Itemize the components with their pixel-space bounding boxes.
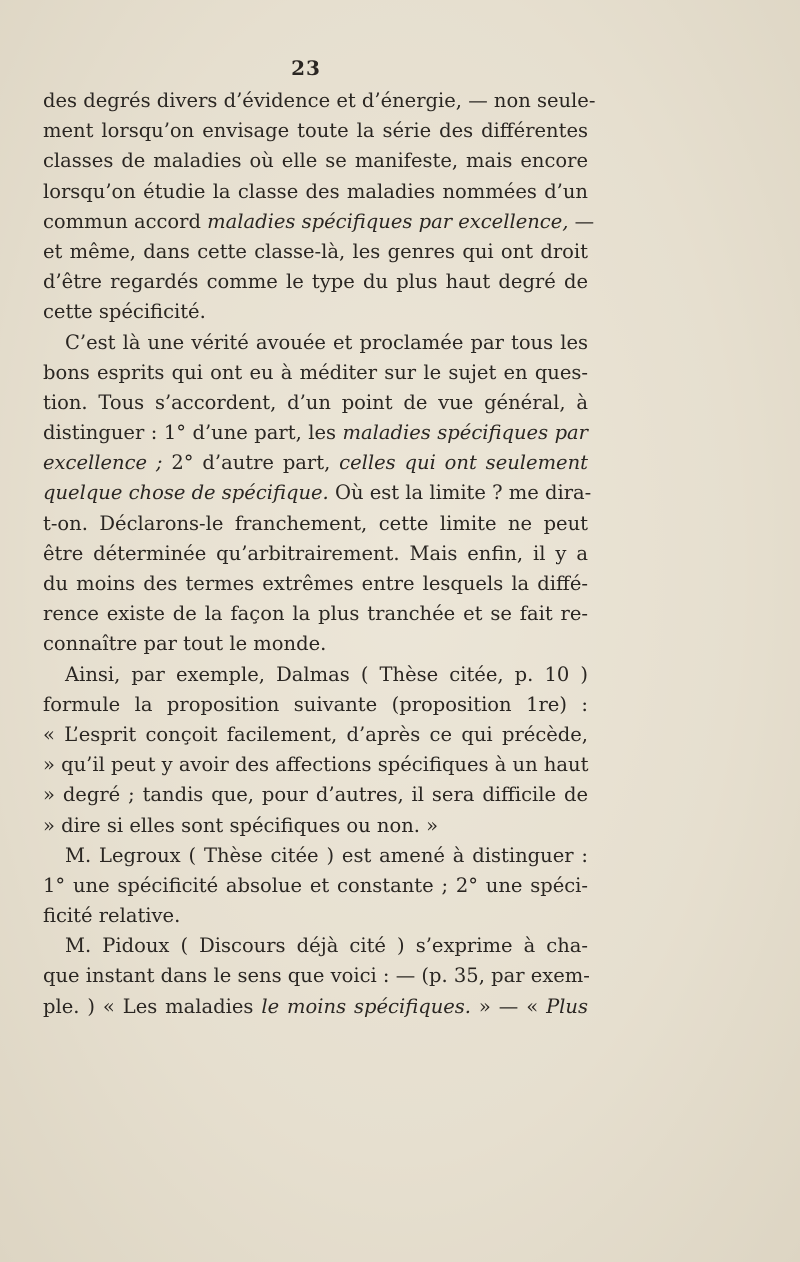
text-segment: que instant dans le sens que voici : — (p. 35, par exem- [43,964,590,988]
text-line [43,811,588,841]
text-segment: être déterminée qu’arbitrairement. Mais enfin, il y a [43,541,588,565]
text-line [43,297,588,327]
text-line [43,690,588,720]
text-segment: Ainsi, par exemple, Dalmas ( Thèse citée, p. 10 ) [65,662,588,686]
text-segment: tion. Tous s’accordent, d’un point de vue général, à [43,390,588,414]
text-segment: rence existe de la façon la plus tranchée et se fait re- [43,602,588,626]
text-line [43,539,588,569]
text-segment: et même, dans cette classe-là, les genres qui ont droit [43,239,588,263]
text-segment: classes de maladies où elle se manifeste, mais encore [43,149,588,173]
text-line [43,961,588,991]
text-line [43,116,588,146]
text-segment: connaître par tout le monde. [43,632,327,656]
text-line [43,931,588,961]
text-segment: cette spécificité. [43,300,206,324]
text-segment: des degrés divers d’évidence et d’énergie, — non seule- [43,89,596,112]
text-line [43,780,588,810]
text-segment: d’être regardés comme le type du plus haut degré de [43,270,588,294]
text-segment: formule la proposition suivante (proposition 1re) : [43,692,588,716]
text-segment: » degré ; tandis que, pour d’autres, il sera difficile de [43,783,588,807]
text-line [43,328,588,358]
text-line [43,86,596,116]
text-segment: Où est la limite ? me dira- [328,481,592,505]
italic-text: maladies spécifiques par excellence, [207,209,569,233]
text-segment: ment lorsqu’on envisage toute la série des différentes [43,119,588,143]
text-segment: lorsqu’on étudie la classe des maladies nommées d’un [43,179,588,203]
page-number: 23 [291,56,321,80]
text-segment: ple. ) « Les maladies [43,994,262,1018]
text-line [43,448,588,478]
text-segment: distinguer : 1° d’une part, les [43,421,343,445]
text-line [43,901,588,931]
italic-text: le moins spécifiques. [261,994,471,1018]
italic-text: maladies spécifiques par [342,421,588,445]
text-segment: C’est là une vérité avouée et proclamée par tous les [65,330,588,354]
italic-text: quelque chose de spécifique. [43,481,329,505]
text-segment: « L’esprit conçoit facilement, d’après ce qui précède, [43,722,588,746]
text-segment: commun accord [43,209,208,233]
text-segment: » — « [471,994,547,1018]
text-line [43,509,588,539]
text-line [43,388,588,418]
text-segment: bons esprits qui ont eu à méditer sur le sujet en ques- [43,360,588,384]
text-segment: t-on. Déclarons-le franchement, cette limite ne peut [43,511,588,535]
text-segment: 2° d’autre part, [162,451,340,475]
text-segment: ficité relative. [43,904,181,928]
text-segment: M. Legroux ( Thèse citée ) est amené à distinguer : [65,843,588,867]
text-line [43,629,588,659]
text-line [43,267,588,297]
text-line [43,418,588,448]
text-line [43,660,588,690]
text-segment: du moins des termes extrêmes entre lesquels la diffé- [43,572,588,595]
text-line [43,478,592,508]
italic-text: Plus [546,994,588,1018]
text-line [43,207,595,237]
text-line [43,599,588,629]
text-line [43,358,588,388]
italic-text: celles qui ont seulement [339,451,588,475]
text-segment: » qu’il peut y avoir des affections spécifiques à un haut [43,753,589,777]
text-line [43,992,588,1022]
text-line [43,237,588,267]
text-line [43,841,588,871]
text-segment: — [568,209,595,233]
text-segment: » dire si elles sont spécifiques ou non. » [43,813,439,837]
text-line [43,750,588,780]
text-line [43,720,588,750]
italic-text: excellence ; [43,451,163,475]
text-segment: M. Pidoux ( Discours déjà cité ) s’exprime à cha- [65,934,588,958]
text-segment: 1° une spécificité absolue et constante ; 2° une spéci- [43,873,588,897]
text-line [43,177,588,207]
body-text [43,86,596,1022]
text-line [43,871,588,901]
text-line [43,146,588,176]
text-line [43,569,588,599]
